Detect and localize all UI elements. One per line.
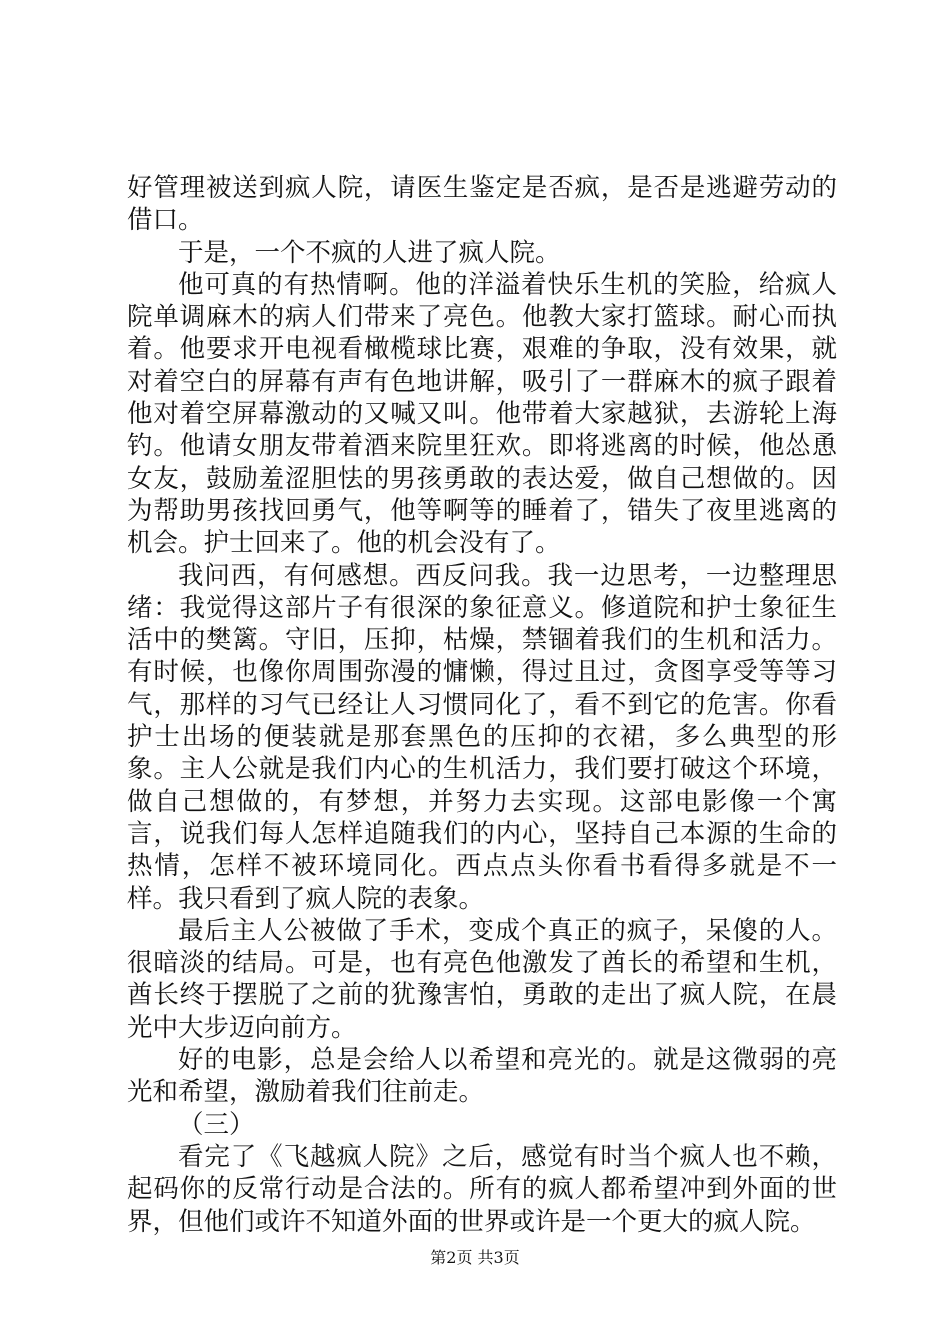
paragraph-7: 看完了《飞越疯人院》之后，感觉有时当个疯人也不赖，起码你的反常行动是合法的。所有的疯人都希望冲到外面的世界，但他们或许不知道外面的世界或许是一个更大的疯人院。 <box>127 1141 837 1237</box>
page-number-footer: 第2页 共3页 <box>430 1248 520 1267</box>
document-body <box>127 172 837 1238</box>
paragraph-4: 我问西，有何感想。西反问我。我一边思考，一边整理思绪：我觉得这部片子有很深的象征意义。修道院和护士象征生活中的樊篱。守旧，压抑，枯燥，禁锢着我们的生机和活力。有时候，也像你周围弥漫的慵懒，得过且过，贪图享受等等习气，那样的习气已经让人习惯同化了，看不到它的危害。你看护士出场的便装就是那套黑色的压抑的衣裙，多么典型的形象。主人公就是我们内心的生机活力，我们要打破这个环境，做自己想做的，有梦想，并努力去实现。这部电影像一个寓言，说我们每人怎样追随我们的内心，坚持自己本源的生命的热情，怎样不被环境同化。西点点头你看书看得多就是不一样。我只看到了疯人院的表象。 <box>127 560 837 914</box>
paragraph-3: 他可真的有热情啊。他的洋溢着快乐生机的笑脸，给疯人院单调麻木的病人们带来了亮色。他教大家打篮球。耐心而执着。他要求开电视看橄榄球比赛，艰难的争取，没有效果，就对着空白的屏幕有声有色地讲解，吸引了一群麻木的疯子跟着他对着空屏幕激动的又喊又叫。他带着大家越狱，去游轮上海钓。他请女朋友带着酒来院里狂欢。即将逃离的时候，他怂恿女友，鼓励羞涩胆怯的男孩勇敢的表达爱，做自己想做的。因为帮助男孩找回勇气，他等啊等的睡着了，错失了夜里逃离的机会。护士回来了。他的机会没有了。 <box>127 269 837 559</box>
paragraph-1: 好管理被送到疯人院，请医生鉴定是否疯，是否是逃避劳动的借口。 <box>127 173 837 236</box>
section-heading: （三） <box>178 1109 255 1140</box>
paragraph-2: 于是，一个不疯的人进了疯人院。 <box>178 237 561 268</box>
paragraph-6: 好的电影，总是会给人以希望和亮光的。就是这微弱的亮光和希望，激励着我们往前走。 <box>127 1045 837 1108</box>
paragraph-5: 最后主人公被做了手术，变成个真正的疯子，呆傻的人。很暗淡的结局。可是，也有亮色他激发了酋长的希望和生机，酋长终于摆脱了之前的犹豫害怕，勇敢的走出了疯人院，在晨光中大步迈向前方。 <box>127 915 837 1043</box>
